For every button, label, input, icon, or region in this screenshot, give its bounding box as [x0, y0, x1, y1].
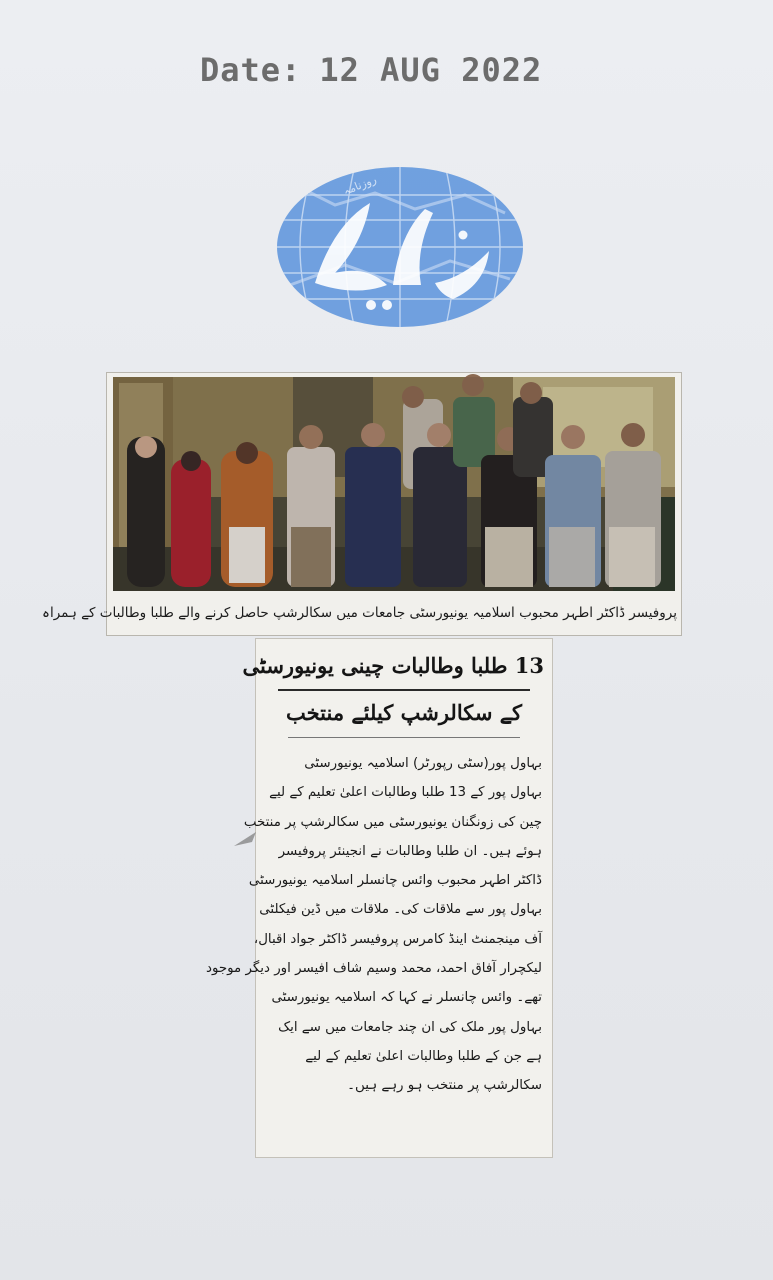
article-body — [205, 749, 542, 1101]
body-line: آف مینجمنٹ اینڈ کامرس پروفیسر ڈاکٹر جواد اقبال، — [253, 931, 542, 947]
headline-underline — [288, 737, 520, 738]
body-line: سکالرشپ پر منتخب ہو رہے ہیں۔ — [347, 1078, 542, 1094]
globe-icon — [275, 165, 525, 330]
date-stamp — [200, 48, 543, 92]
headline-line-1: 13 طلبا وطالبات چینی یونیورسٹی — [242, 653, 544, 678]
body-line: لیکچرار آفاق احمد، محمد وسیم شاف افیسر اور دیگر موجود — [205, 961, 542, 977]
body-line: بہاول پور ملک کی ان چند جامعات میں سے ایک — [278, 1019, 542, 1035]
group-photo — [113, 377, 675, 591]
headline-line-2: کے سکالرشپ کیلئے منتخب — [285, 700, 523, 725]
article-clipping — [205, 638, 553, 1158]
svg-text:روزنامہ: روزنامہ — [341, 172, 379, 198]
body-line: ہوئے ہیں۔ ان طلبا وطالبات نے انجینئر پروفیسر — [278, 843, 542, 859]
article-headline — [242, 645, 544, 738]
date-label: Date: — [200, 51, 302, 89]
photo-caption: پروفیسر ڈاکٹر اطہر محبوب اسلامیہ یونیورسٹی جامعات میں سکالرشپ حاصل کرنے والے طلبا وطالبات کے ہمراہ — [42, 605, 677, 621]
body-line: ڈاکٹر اطہر محبوب وائس چانسلر اسلامیہ یونیورسٹی — [248, 873, 542, 889]
body-line: چین کی زونگنان یونیورسٹی میں سکالرشپ پر منتخب — [243, 814, 542, 830]
body-line: بہاول پور(سٹی رپورٹر) اسلامیہ یونیورسٹی — [304, 756, 542, 771]
date-value: 12 AUG 2022 — [319, 51, 543, 89]
body-line: ہے جن کے طلبا وطالبات اعلیٰ تعلیم کے لیے — [305, 1048, 542, 1064]
newspaper-logo-stamp — [275, 165, 525, 330]
body-line: بہاول پور سے ملاقات کی۔ ملاقات میں ڈین فیکلٹی — [259, 902, 542, 918]
body-line: بہاول پور کے 13 طلبا وطالبات اعلیٰ تعلیم کے لیے — [269, 785, 542, 801]
body-line: تھے۔ وائس چانسلر نے کہا کہ اسلامیہ یونیورسٹی — [271, 990, 542, 1006]
headline-divider — [278, 689, 530, 691]
paper-fold-mark — [232, 828, 260, 850]
photo-clipping — [42, 372, 682, 636]
